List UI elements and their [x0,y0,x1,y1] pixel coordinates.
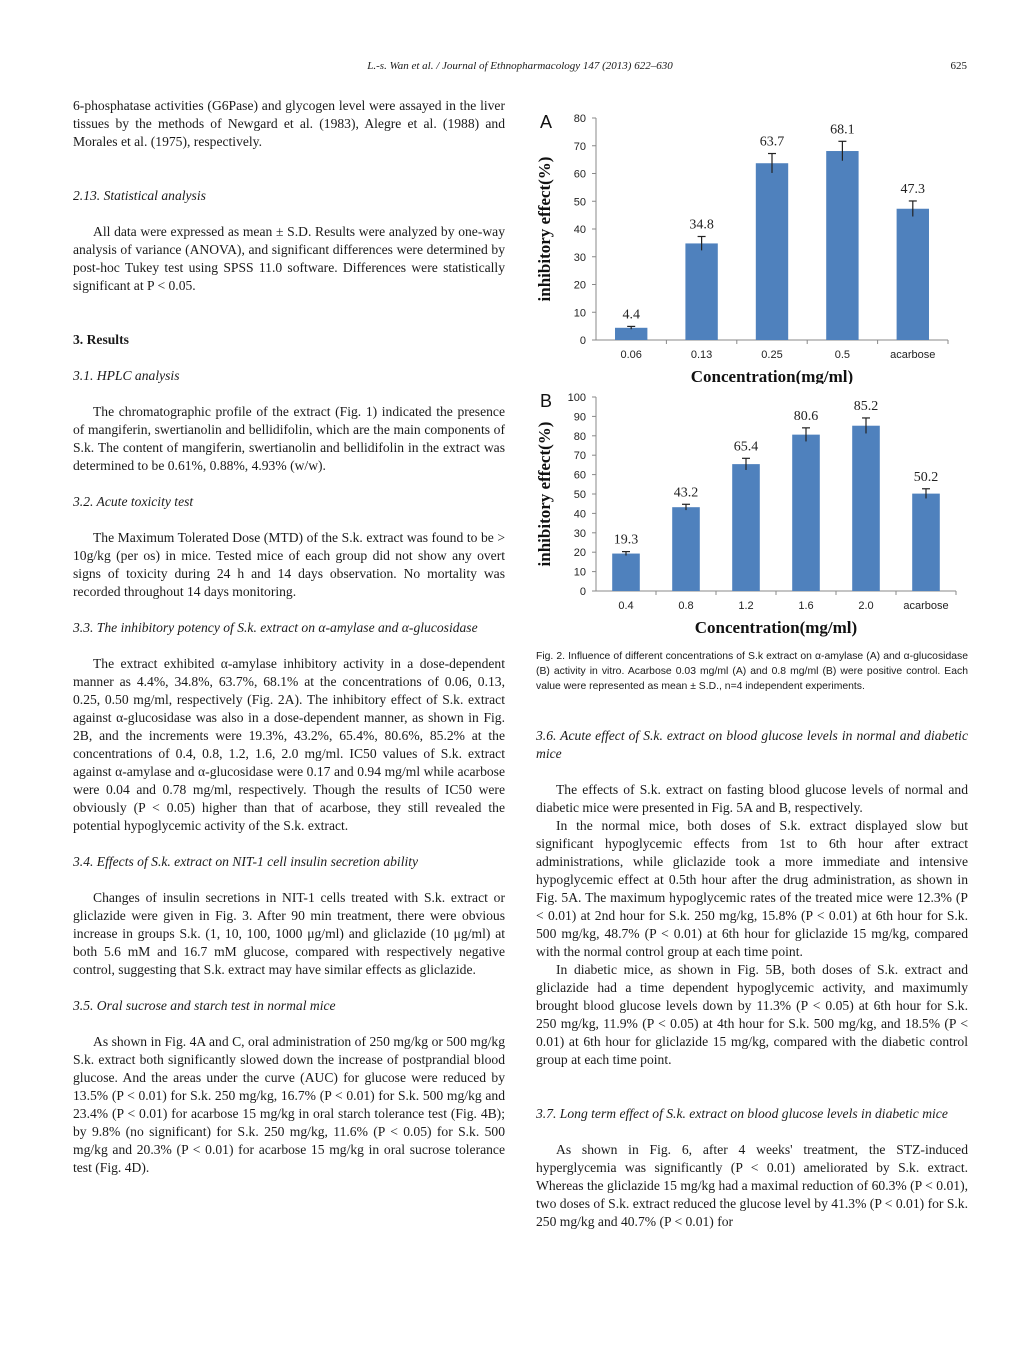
paragraph-3-3: The extract exhibited α-amylase inhibitory activity in a dose-dependent manner as 4.4%, 34.8%, 63.7%, 68.1% at the concentrations of 0.06, 0.13, 0.25, 0.50 mg/ml, respectively (Fig. 2A). The inhibitory effect of S.k. extract against α-glucosidase was also in a dose-dependent manner, as shown in Fig. 2B, and the increments were 19.3%, 43.2%, 65.4%, 80.6%, 85.2% at the concentrations of 0.4, 0.8, 1.2, 1.6, 2.0 mg/ml. IC50 values of S.k. extract against α-amylase and α-glucosidase were 0.17 and 0.94 mg/ml while acarbose were 0.04 and 0.78 mg/ml, respectively. Though the results of IC50 were obviously (P < 0.05) higher than that of acarbose, they still revealed the potential hypoglycemic activity of the S.k. extract. [73,656,505,833]
y-tick-label: 40 [573,224,586,236]
y-tick-label: 30 [573,527,586,540]
section-heading-3-5: 3.5. Oral sucrose and starch test in normal mice [73,998,336,1013]
paragraph-3-1: The chromatographic profile of the extract (Fig. 1) indicated the presence of mangiferin, swertianolin and bellidifolin, which are the main components of S.k. The content of mangiferin, swertianolin and bellidifolin in the extract was determined to be 0.61%, 0.88%, 4.93% (w/w). [73,404,505,473]
data-label: 85.2 [853,398,879,414]
paragraph-3-6-c: In diabetic mice, as shown in Fig. 5B, both doses of S.k. extract and gliclazide had a time dependent hypoglycemic activity, and maximumly brought blood glucose levels down by 11.3% (P < 0.05) at 6th hour for S.k. 250 mg/kg, 11.9% (P < 0.05) at 4th hour for S.k. 500 mg/kg, and 18.5% (P < 0.01) at 6th hour for gliclazide 15 mg/kg, compared with the diabetic control group at each time point. [536,962,968,1067]
x-tick-label: acarbose [890,349,936,361]
page-number: 625 [950,60,967,72]
chart-panel-a [536,104,968,384]
bar [792,435,820,591]
y-tick-label: 80 [573,430,586,443]
chart-panel-b [536,389,968,649]
y-tick-label: 80 [573,113,586,125]
section-heading-3-7: 3.7. Long term effect of S.k. extract on blood glucose levels in diabetic mice [536,1106,948,1121]
panel-letter: A [540,112,553,132]
x-axis-label: Concentration(mg/ml) [694,618,858,637]
section-heading-3: 3. Results [73,332,129,347]
x-tick-label: 1.2 [738,600,754,612]
right-column [536,727,968,1231]
y-tick-label: 10 [573,307,586,320]
x-tick-label: 2.0 [858,600,874,612]
y-tick-label: 90 [573,411,586,424]
paragraph-3-4: Changes of insulin secretions in NIT-1 cells treated with S.k. extract or gliclazide were given in Fig. 3. After 90 min treatment, there were obvious increase in groups S.k. (1, 10, 100, 1000 μg/ml) and gliclazide (10 μg/ml) at both 5.6 mM and 16.7 mM glucose, compared with respectively negative control, suggesting that S.k. extract may have similar effects as gliclazide. [73,890,505,977]
section-heading-2-13: 2.13. Statistical analysis [73,188,206,203]
y-tick-label: 100 [567,392,586,404]
paragraph-3-6-b: In the normal mice, both doses of S.k. extract displayed slow but significant hypoglycemic effects from 1st to 6th hour after extract administrations, while gliclazide took a more immediate and intensive hypoglycemic effect at 0.5th hour after the drug administration, as shown in Fig. 5A. The maximum hypoglycemic rates of the treated mice were 12.3% (P < 0.01) at 2nd hour for S.k. 250 mg/kg, 15.8% (P < 0.01) at 6th hour for S.k. 500 mg/kg, 48.7% (P < 0.01) at 6th hour for gliclazide 15 mg/kg, compared with the normal control group at each time point. [536,818,968,959]
section-heading-3-2: 3.2. Acute toxicity test [73,494,194,509]
paragraph-3-7: As shown in Fig. 6, after 4 weeks' treatment, the STZ-induced hyperglycemia was significantly (P < 0.01) ameliorated by S.k. extract. Whereas the gliclazide 15 mg/kg had a maximal reduction of 60.3% (P < 0.01), two doses of S.k. extract reduced the glucose level by 41.3% (P < 0.01) for S.k. 250 mg/kg and 40.7% (P < 0.01) for [536,1142,968,1229]
intro-paragraph: 6-phosphatase activities (G6Pase) and glycogen level were assayed in the liver tissues by the methods of Newgard et al. (1983), Alegre et al. (1988) and Morales et al. (1975), respectively. [73,98,505,149]
bar [732,464,760,591]
figure-2-caption: Fig. 2. Influence of different concentrations of S.k extract on α-amylase (A) and α-glucosidase (B) activity in vitro. Acarbose 0.03 mg/ml (A) and 0.8 mg/ml (B) were positive control. Each value were represented as mean ± S.D., n=4 independent experiments. [536,651,968,692]
bar [672,507,700,591]
x-tick-label: 1.6 [798,600,814,612]
y-tick-label: 70 [573,450,586,463]
figure-2 [536,104,968,654]
x-tick-label: 0.13 [690,349,713,361]
y-tick-label: 60 [573,168,586,181]
y-tick-label: 50 [573,489,586,501]
section-heading-3-3: 3.3. The inhibitory potency of S.k. extract on α-amylase and α-glucosidase [73,620,478,635]
bar [826,151,858,340]
y-tick-label: 20 [573,547,586,560]
x-axis-label: Concentration(mg/ml) [690,367,854,384]
y-tick-label: 10 [573,566,586,579]
bar [615,328,647,340]
y-tick-label: 40 [573,508,586,521]
data-label: 43.2 [673,485,699,501]
data-label: 68.1 [830,122,855,138]
paragraph-2-13: All data were expressed as mean ± S.D. Results were analyzed by one-way analysis of variance (ANOVA), and significant differences were determined by post-hoc Tukey test using SPSS 11.0 software. Differences were statistically significant at P < 0.05. [73,224,505,293]
y-tick-label: 70 [573,140,586,153]
x-tick-label: 0.8 [678,600,694,612]
x-tick-label: 0.5 [834,349,851,361]
y-tick-label: 0 [579,335,586,347]
paragraph-3-5: As shown in Fig. 4A and C, oral administration of 250 mg/kg or 500 mg/kg S.k. extract both significantly slowed down the increase of postprandial blood glucose. And the areas under the curve (AUC) for glucose were reduced by 13.5% (P < 0.01) for S.k. 250 mg/kg, 16.7% (P < 0.01) for S.k. 500 mg/kg and 23.4% (P < 0.01) for acarbose 15 mg/kg in oral starch tolerance test (Fig. 4B); by 9.8% (no significant) for S.k. 250 mg/kg, 11.6% (P < 0.05) for S.k. 500 mg/kg and 20.3% (P < 0.01) for acarbose 15 mg/kg in oral sucrose tolerance test (Fig. 4D). [73,1034,505,1175]
bar [852,426,880,591]
bar [897,209,929,340]
y-axis-label: inhibitory effect(%) [536,156,554,302]
section-heading-3-4: 3.4. Effects of S.k. extract on NIT-1 cell insulin secretion ability [73,854,419,869]
panel-letter: B [540,391,553,411]
running-head [73,60,967,78]
paragraph-3-6-a: The effects of S.k. extract on fasting blood glucose levels of normal and diabetic mice were presented in Fig. 5A and B, respectively. [536,782,968,815]
y-tick-label: 30 [573,251,586,264]
bar [612,554,640,591]
x-tick-label: 0.06 [620,349,642,361]
data-label: 65.4 [733,439,759,455]
bar [912,494,940,591]
section-heading-3-1: 3.1. HPLC analysis [73,368,180,383]
y-tick-label: 50 [573,196,586,209]
data-label: 34.8 [689,217,714,233]
left-column [73,97,505,1177]
x-tick-label: acarbose [903,600,949,612]
data-label: 63.7 [759,134,785,150]
data-label: 4.4 [622,307,640,323]
y-tick-label: 0 [579,586,586,598]
y-axis-label: inhibitory effect(%) [536,421,554,567]
x-tick-label: 0.25 [761,349,783,361]
data-label: 50.2 [913,469,939,485]
x-tick-label: 0.4 [618,600,634,612]
bar [756,163,788,340]
y-tick-label: 60 [573,469,586,482]
data-label: 19.3 [613,532,639,548]
data-label: 47.3 [900,181,926,197]
y-tick-label: 20 [573,279,586,292]
paragraph-3-2: The Maximum Tolerated Dose (MTD) of the S.k. extract was found to be > 10g/kg (per os) in mice. Tested mice of each group did not show any overt signs of toxicity during 24 h and 14 days observation. No mortality was recorded throughout 14 days monitoring. [73,530,505,599]
bar [685,243,717,340]
journal-citation: L.-s. Wan et al. / Journal of Ethnopharmacology 147 (2013) 622–630 [367,60,673,72]
section-heading-3-6: 3.6. Acute effect of S.k. extract on blood glucose levels in normal and diabetic mice [536,728,968,761]
data-label: 80.6 [793,408,819,424]
